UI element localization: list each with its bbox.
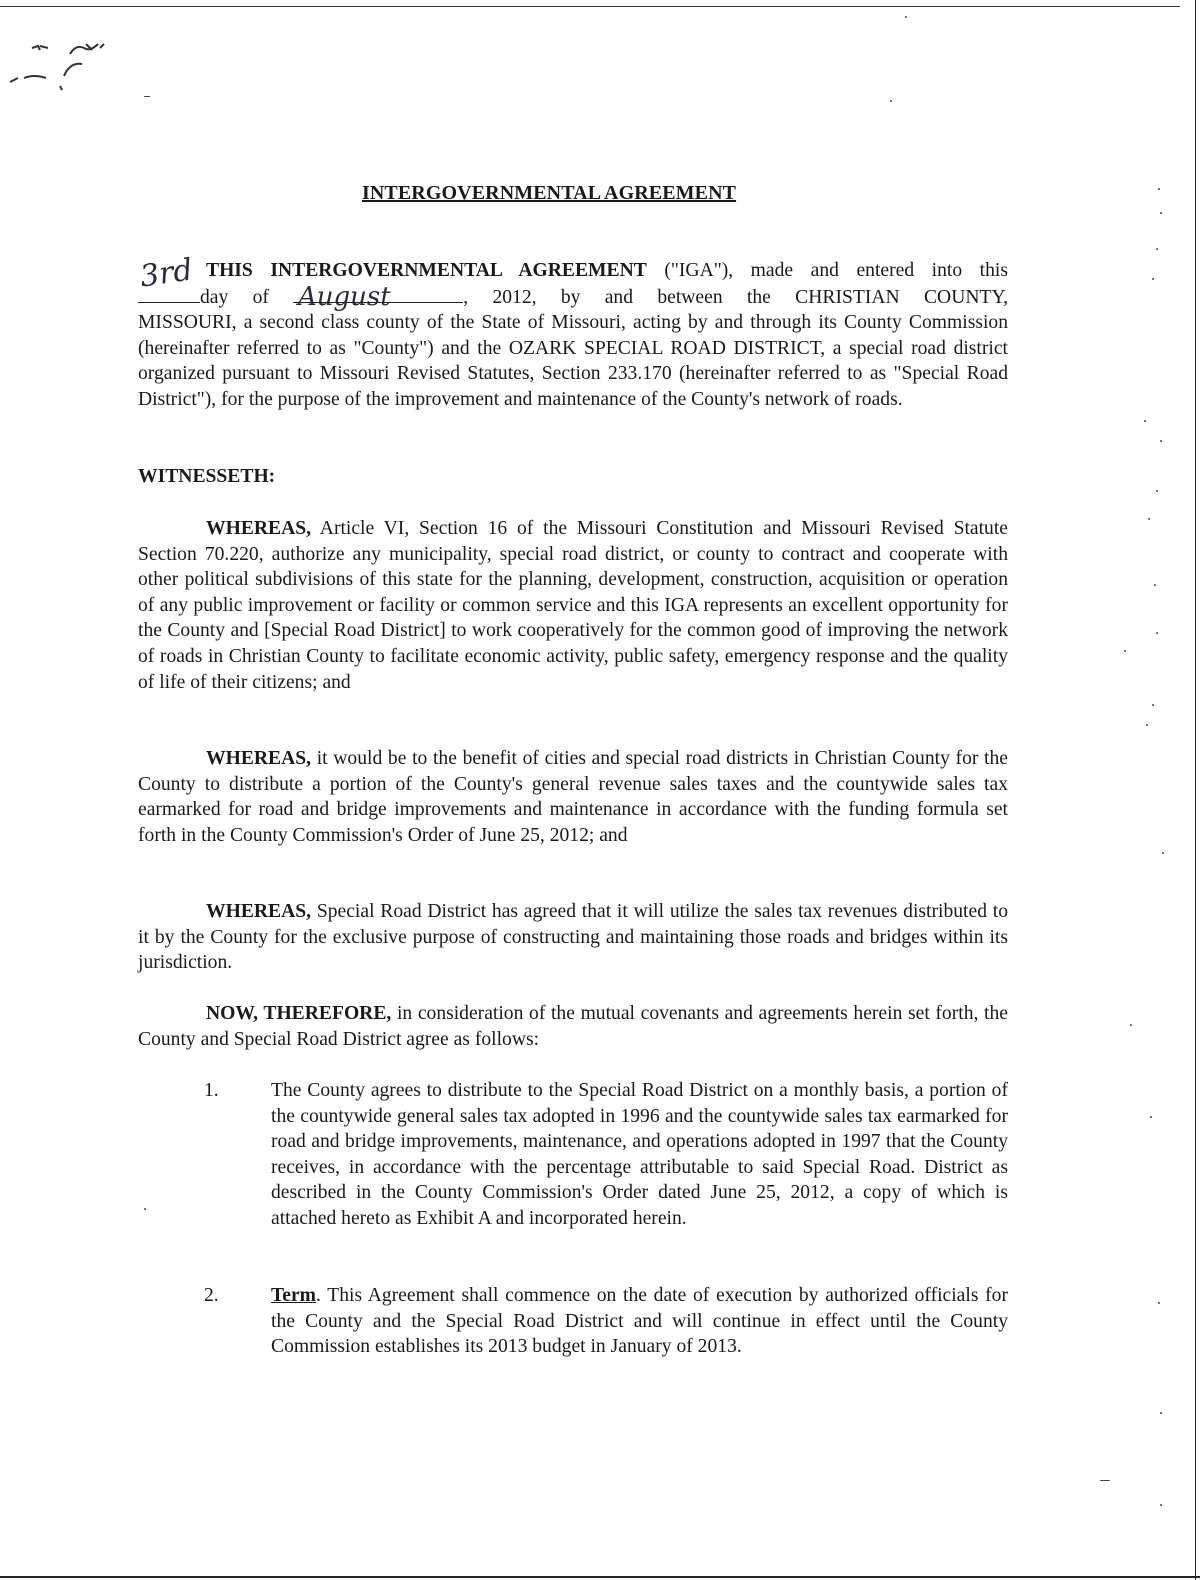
scan-speck <box>1160 1504 1162 1506</box>
scan-speck <box>1158 188 1160 190</box>
item-text: . This Agreement shall commence on the date of execution by authorized officials for the County and the Special Road District and will continue in effect until the County Commission establishes its 2013 budget in January of 2013. <box>271 1285 1008 1358</box>
scan-edge-bottom <box>0 1576 1200 1578</box>
whereas-lead: WHEREAS, <box>206 748 312 769</box>
scan-speck <box>1160 212 1162 214</box>
now-therefore-text: in consideration of the mutual covenants and agreements herein set forth, the County and Special Road District agree as follows: <box>138 1003 1008 1050</box>
scan-speck <box>144 1208 146 1210</box>
scan-speck <box>1152 278 1154 280</box>
scan-speck <box>1154 584 1156 586</box>
whereas-text: it would be to the benefit of cities and special road districts in Christian County for the County to distribute a portion of the County's general revenue sales taxes and the countywide sales tax earmarked for road and bridge improvements and maintenance in accordance with the funding formula set forth in the County Commission's Order of June 25, 2012; and <box>138 748 1008 846</box>
scan-speck <box>1160 1412 1162 1414</box>
scan-speck <box>1156 632 1158 634</box>
scan-speck <box>1148 518 1150 520</box>
scan-speck <box>1146 724 1148 726</box>
whereas-paragraph-2 <box>138 746 1008 848</box>
intro-paragraph <box>138 258 1008 413</box>
scan-mark-icon <box>0 30 130 100</box>
scan-speck <box>1152 704 1154 706</box>
intro-first-line: ("IGA"), made and entered into this <box>646 260 1008 281</box>
whereas-lead: WHEREAS, <box>206 901 312 922</box>
agreement-item-1 <box>204 1078 1008 1232</box>
scan-speck <box>1130 1024 1132 1026</box>
scan-speck <box>1150 1116 1152 1118</box>
scan-speck <box>1144 420 1146 422</box>
witnesseth-heading: WITNESSETH: <box>138 466 276 487</box>
scan-speck <box>1162 852 1164 854</box>
scan-speck <box>1156 490 1158 492</box>
scan-speck <box>144 96 150 97</box>
scan-edge-top <box>0 6 1180 7</box>
scan-speck <box>1124 650 1126 652</box>
scan-edge-right <box>1195 0 1196 1580</box>
handwritten-month: August <box>298 282 391 312</box>
scan-speck <box>890 100 892 102</box>
item-text: The County agrees to distribute to the Special Road District on a monthly basis, a portion of the countywide general sales tax adopted in 1996 and the countywide sales tax earmarked for road and bridge improvements, maintenance, and operations adopted in 1997 that the County receives, in accordance with the percentage attributable to said Special Road. District as described in the County Commission's Order dated June 25, 2012, a copy of which is attached hereto as Exhibit A and incorporated herein. <box>271 1080 1008 1229</box>
scan-speck <box>1158 1302 1160 1304</box>
intro-lead: THIS INTERGOVERNMENTAL AGREEMENT <box>206 260 647 281</box>
intro-body: MISSOURI, a second class county of the State of Missouri, acting by and through its County Commission (hereinafter referred to as "County") and the OZARK SPECIAL ROAD DISTRICT, a special road district organized pursuant to Missouri Revised Statutes, Section 233.170 (hereinafter referred to as "Special Road District"), for the purpose of the improvement and maintenance of the County's network of roads. <box>138 312 1008 410</box>
day-blank <box>138 284 200 303</box>
scan-speck <box>1156 248 1158 250</box>
intro-day-text: day of <box>200 286 269 308</box>
item-heading: Term <box>271 1285 316 1306</box>
agreement-item-2 <box>204 1283 1008 1360</box>
now-therefore-paragraph <box>138 1001 1008 1052</box>
scan-speck <box>905 16 907 18</box>
whereas-lead: WHEREAS, <box>206 518 312 539</box>
scan-speck <box>1100 1480 1110 1481</box>
document-title: INTERGOVERNMENTAL AGREEMENT <box>362 182 737 204</box>
item-number: 2. <box>204 1285 219 1306</box>
scan-speck <box>1160 440 1162 442</box>
item-number: 1. <box>204 1080 219 1101</box>
whereas-paragraph-3 <box>138 899 1008 976</box>
handwritten-day: 3rd <box>137 252 195 295</box>
whereas-text: Article VI, Section 16 of the Missouri Constitution and Missouri Revised Statute Section 70.220, authorize any municipality, special road district, or county to contract and cooperate with other political subdivisions of this state for the planning, development, construction, acquisition or operation of any public improvement or facility or common service and this IGA represents an excellent opportunity for the County and [Special Road District] to work cooperatively for the common good of improving the network of roads in Christian County to facilitate economic activity, public safety, emergency response and the quality of life of their citizens; and <box>138 518 1008 693</box>
whereas-text: Special Road District has agreed that it will utilize the sales tax revenues distributed to it by the County for the exclusive purpose of constructing and maintaining those roads and bridges within its jurisdiction. <box>138 901 1008 974</box>
month-blank <box>293 284 463 303</box>
whereas-paragraph-1 <box>138 516 1008 695</box>
now-therefore-lead: NOW, THEREFORE, <box>206 1003 392 1024</box>
intro-year-text: , 2012, by and between the CHRISTIAN COUNTY, <box>463 286 1008 308</box>
